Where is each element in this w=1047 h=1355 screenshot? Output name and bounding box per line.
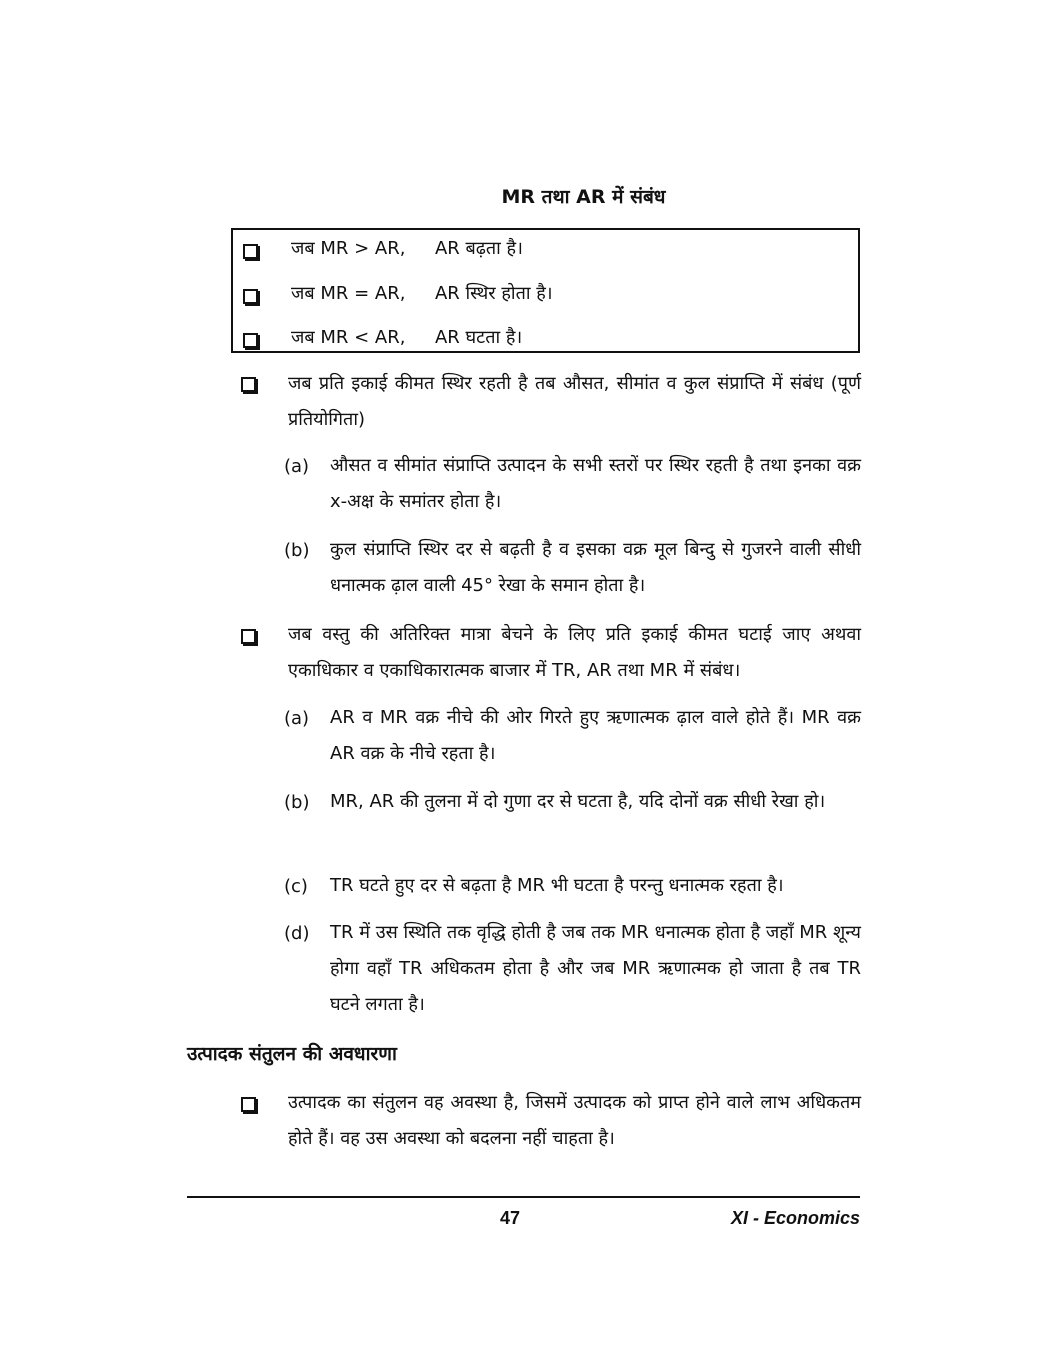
footer-divider — [187, 1196, 860, 1198]
item-label: (c) — [284, 876, 308, 897]
box-item-condition: जब MR < AR, — [291, 327, 406, 348]
item-label: (a) — [284, 708, 310, 729]
box-item-result: AR स्थिर होता है। — [434, 283, 553, 304]
bullet-paragraph: जब प्रति इकाई कीमत स्थिर रहती है तब औसत, सीमांत व कुल संप्राप्ति में संबंध (पूर्ण प्रतियोगिता) — [288, 373, 861, 430]
checkbox-bullet-icon — [241, 377, 256, 392]
page-number: 47 — [500, 1208, 521, 1228]
item-label: (b) — [284, 792, 310, 813]
item-text: औसत व सीमांत संप्राप्ति उत्पादन के सभी स्तरों पर स्थिर रहती है तथा इनका वक्र x-अक्ष के समांतर होता है। — [330, 455, 861, 512]
item-label: (d) — [284, 923, 310, 944]
item-label: (b) — [284, 540, 310, 561]
checkbox-bullet-icon — [241, 1097, 256, 1112]
box-item-condition: जब MR > AR, — [291, 238, 406, 259]
box-item-result: AR घटता है। — [434, 327, 523, 348]
box-item-result: AR बढ़ता है। — [434, 238, 523, 259]
box-item — [243, 238, 523, 261]
item-text: TR घटते हुए दर से बढ़ता है MR भी घटता है परन्तु धनात्मक रहता है। — [330, 875, 784, 896]
section-title: उत्पादक संतुलन की अवधारणा — [187, 1043, 397, 1065]
book-title: XI - Economics — [730, 1208, 860, 1228]
item-text: MR, AR की तुलना में दो गुणा दर से घटता है, यदि दोनों वक्र सीधी रेखा हो। — [330, 791, 826, 812]
box-item-condition: जब MR = AR, — [291, 283, 406, 304]
box-item — [243, 283, 553, 306]
checkbox-bullet-icon — [243, 333, 258, 348]
relation-box — [231, 228, 860, 353]
item-text: TR में उस स्थिति तक वृद्धि होती है जब तक MR धनात्मक होता है जहाँ MR शून्य होगा वहाँ TR अधिकतम होता है और जब MR ऋणात्मक हो जाता है तब TR घटने लगता है। — [330, 922, 861, 1015]
checkbox-bullet-icon — [241, 629, 256, 644]
checkbox-bullet-icon — [243, 244, 258, 259]
bullet-paragraph: उत्पादक का संतुलन वह अवस्था है, जिसमें उत्पादक को प्राप्त होने वाले लाभ अधिकतम होते हैं। वह उस अवस्था को बदलना नहीं चाहता है। — [288, 1092, 861, 1149]
item-label: (a) — [284, 456, 310, 477]
box-item — [243, 327, 523, 350]
item-text: AR व MR वक्र नीचे की ओर गिरते हुए ऋणात्मक ढ़ाल वाले होते हैं। MR वक्र AR वक्र के नीचे रहता है। — [330, 707, 861, 764]
bullet-paragraph: जब वस्तु की अतिरिक्त मात्रा बेचने के लिए प्रति इकाई कीमत घटाई जाए अथवा एकाधिकार व एकाधिकारात्मक बाजार में TR, AR तथा MR में संबंध। — [288, 624, 861, 681]
item-text: कुल संप्राप्ति स्थिर दर से बढ़ती है व इसका वक्र मूल बिन्दु से गुजरने वाली सीधी धनात्मक ढ़ाल वाली 45° रेखा के समान होता है। — [330, 539, 861, 596]
checkbox-bullet-icon — [243, 289, 258, 304]
page-heading: MR तथा AR में संबंध — [501, 186, 666, 208]
